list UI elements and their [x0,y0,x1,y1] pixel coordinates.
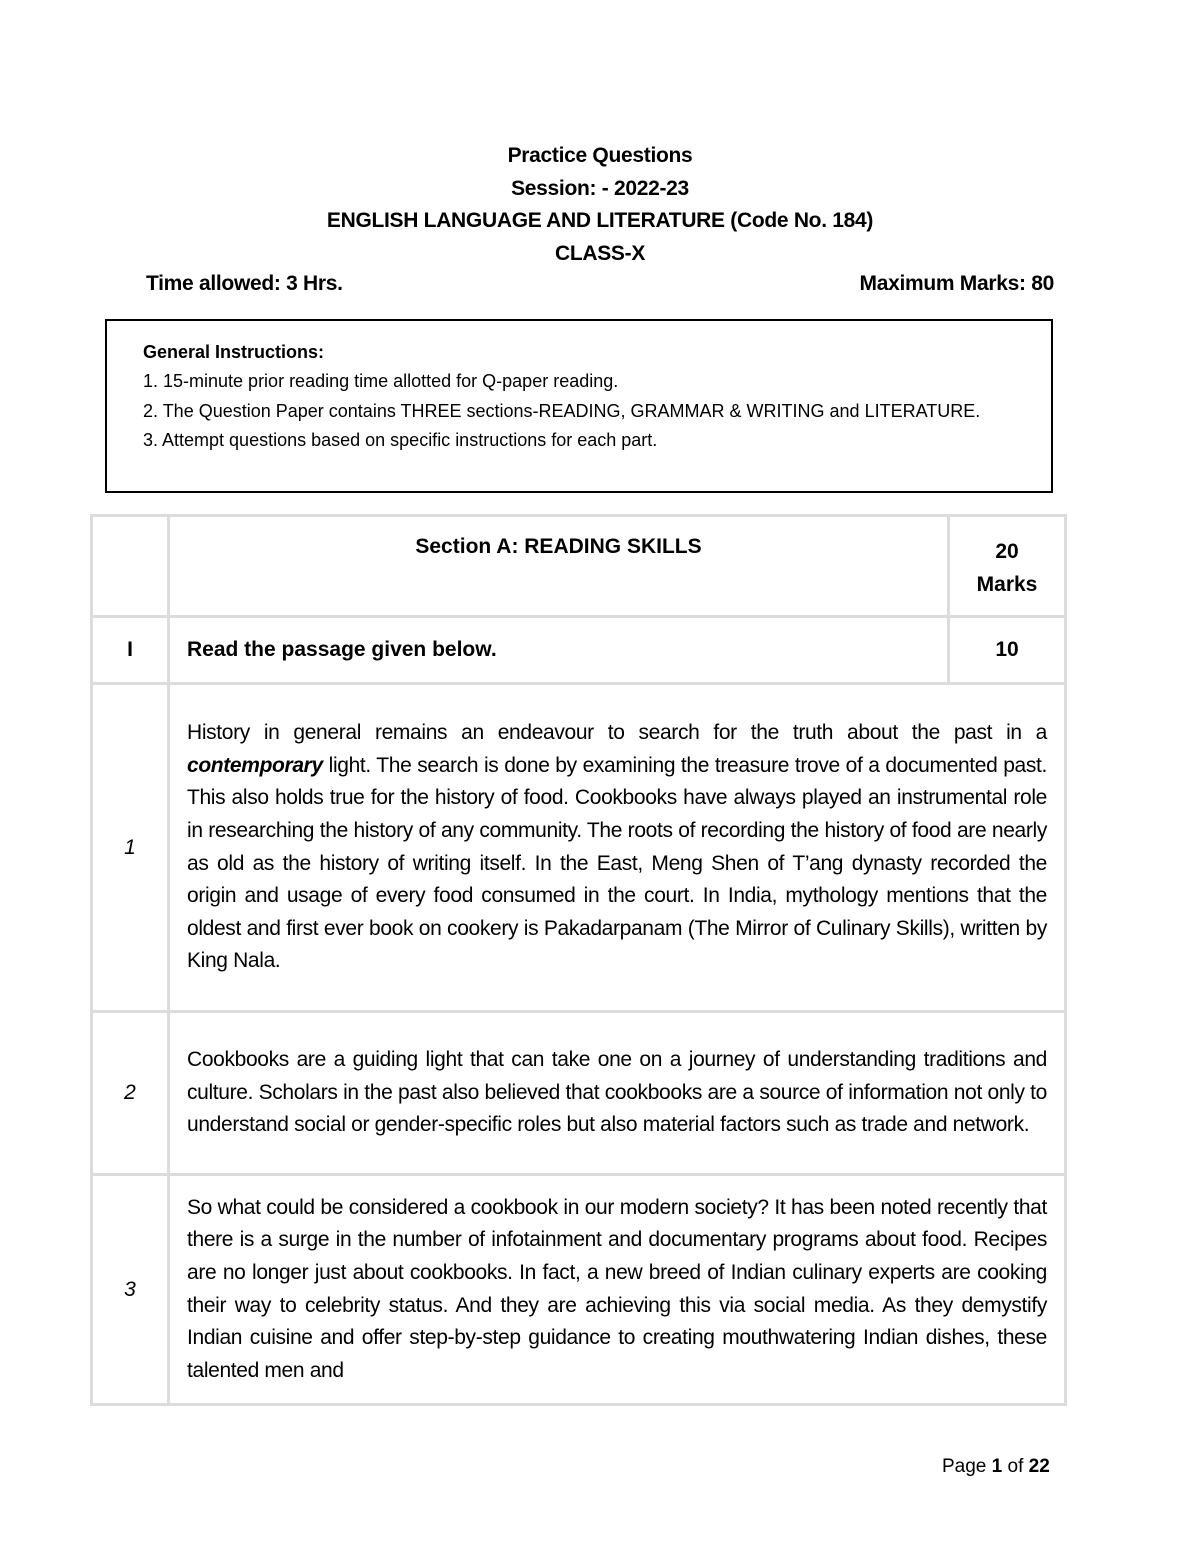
passage-row [92,1012,1066,1175]
page-of: of [1002,1456,1029,1477]
session-label: Session: - 2022-23 [511,176,689,200]
passage-paragraph: So what could be considered a cookbook in our modern society? It has been noted recently that there is a surge in the number of infotainment and documentary programs about food. Recipes are no longer just about cookbooks. In fact, a new breed of Indian culinary experts are cooking their way to celebrity status. And they are achieving this via social media. As they demystify Indian cuisine and offer step-by-step guidance to creating mouthwatering Indian dishes, these talented men and [169,1175,1066,1405]
question-row [92,617,1066,684]
passage-paragraph [169,684,1066,1012]
passage-row [92,1175,1066,1405]
emphasized-word: contemporary [187,753,323,777]
paragraph-number: 1 [92,684,169,1012]
exam-meta-row [146,272,1054,296]
paragraph-text: History in general remains an endeavour to search for the truth about the past in a [187,721,1047,745]
empty-cell [92,516,169,617]
page-prefix: Page [942,1456,992,1477]
instruction-item: 2. The Question Paper contains THREE sections-READING, GRAMMAR & WRITING and LITERATURE. [143,400,981,421]
instruction-item: 1. 15-minute prior reading time allotted for Q-paper reading. [143,371,619,391]
section-marks [949,516,1066,617]
page-footer [942,1456,1050,1478]
question-marks: 10 [949,617,1066,684]
maximum-marks: Maximum Marks: 80 [859,272,1054,295]
paragraph-number: 3 [92,1175,169,1405]
passage-row [92,684,1066,1012]
general-instructions-box [105,319,1053,493]
class-label: CLASS-X [554,241,646,265]
question-prompt: Read the passage given below. [169,617,949,684]
section-marks-label: Marks [976,573,1038,596]
page-total: 22 [1028,1456,1050,1477]
paragraph-text: light. The search is done by examining the treasure trove of a documented past. This also holds true for the history of food. Cookbooks have always played an instrumental role in researching the history of any community. The roots of recording the history of food are nearly as old as the history of writing itself. In the East, Meng Shen of T’ang dynasty recorded the origin and usage of every food consumed in the court. In India, mythology mentions that the oldest and first ever book on cookery is Pakadarpanam (The Mirror of Culinary Skills), written by King Nala. [187,753,1047,973]
time-allowed: Time allowed: 3 Hrs. [146,272,343,295]
question-number: I [92,617,169,684]
instruction-item: 3. Attempt questions based on specific instructions for each part. [143,430,658,450]
doc-title: Practice Questions [507,144,693,167]
passage-paragraph: Cookbooks are a guiding light that can take one on a journey of understanding traditions and culture. Scholars in the past also believed that cookbooks are a source of information not only to understand social or gender-specific roles but also material factors such as trade and network. [169,1012,1066,1175]
section-title: Section A: READING SKILLS [169,516,949,617]
question-table [90,514,1067,1406]
paragraph-number: 2 [92,1012,169,1175]
document-header [0,140,1200,270]
subject-label: ENGLISH LANGUAGE AND LITERATURE (Code No. 184) [326,209,874,232]
page-current: 1 [991,1456,1003,1477]
section-header-row [92,516,1066,617]
section-marks-value: 20 [995,540,1019,563]
instructions-title: General Instructions: [143,342,325,362]
